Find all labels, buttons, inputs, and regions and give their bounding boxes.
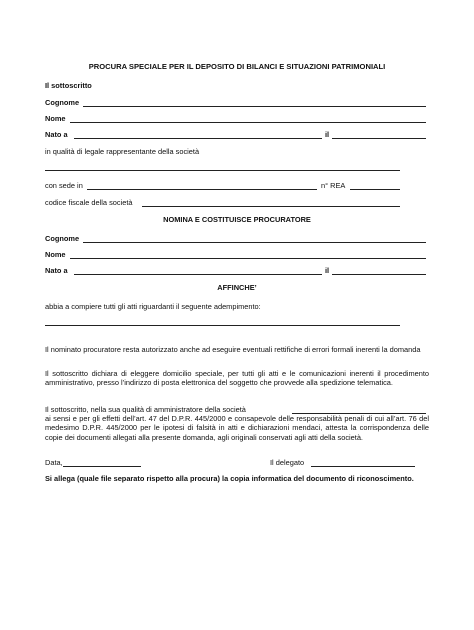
delegato-signature-field[interactable]: [311, 466, 415, 467]
qualita-text: in qualità di legale rappresentante della società: [45, 147, 200, 156]
cognome-label: Cognome: [45, 98, 80, 107]
affinche-heading: AFFINCHE’: [217, 283, 257, 292]
con-sede-label: con sede in: [45, 181, 83, 190]
nato-a-label: Nato a: [45, 130, 68, 139]
document-title: PROCURA SPECIALE PER IL DEPOSITO DI BILANCI E SITUAZIONI PATRIMONIALI: [88, 62, 386, 71]
codice-fiscale-label: codice fiscale della società: [45, 198, 133, 207]
domicilio-paragraph: Il sottoscritto dichiara di eleggere domicilio speciale, per tutti gli atti e le comunicazioni inerenti il procedimento amministrativo, presso l’indirizzo di posta elettronica del soggetto che provvede alla spedizione telematica.: [45, 369, 429, 388]
attestazione-paragraph: ai sensi e per gli effetti dell’art. 47 del D.P.R. 445/2000 e consapevole delle responsabilità penali di cui all’art. 76 del medesimo D.P.R. 445/2000 per le ipotesi di falsità in atti e dichiarazioni mendaci, attesta la corrispondenza delle copie dei documenti allegati alla presente domanda, agli originali conservati agli atti della società.: [45, 414, 429, 442]
adempimento-field[interactable]: [45, 325, 400, 326]
procuratore-nome-label: Nome: [45, 250, 66, 259]
procuratore-nome-field[interactable]: [70, 258, 426, 259]
procuratore-nato-a-label: Nato a: [45, 266, 68, 275]
procuratore-cognome-label: Cognome: [45, 234, 80, 243]
sede-field[interactable]: [87, 189, 317, 190]
rea-label: n° REA: [321, 181, 346, 190]
section-nomina-title: NOMINA E COSTITUISCE PROCURATORE: [163, 215, 311, 224]
amministratore-text: Il sottoscritto, nella sua qualità di amministratore della società: [45, 405, 246, 414]
nome-label: Nome: [45, 114, 66, 123]
nome-field[interactable]: [70, 122, 426, 123]
delegato-label: Il delegato: [270, 458, 305, 467]
procuratore-cognome-field[interactable]: [83, 242, 426, 243]
procuratore-il-label: il: [325, 266, 330, 275]
codice-fiscale-field[interactable]: [142, 206, 400, 207]
societa-field[interactable]: [45, 170, 400, 171]
sottoscritto-label: Il sottoscritto: [45, 81, 92, 90]
data-label: Data,: [45, 458, 63, 467]
allega-note: Si allega (quale file separato rispetto alla procura) la copia informatica del documento di riconoscimento.: [45, 474, 414, 483]
rettifiche-paragraph: Il nominato procuratore resta autorizzato anche ad eseguire eventuali rettifiche di errori formali inerenti la domanda: [45, 345, 421, 354]
nato-a-field[interactable]: [74, 138, 322, 139]
procuratore-il-field[interactable]: [332, 274, 426, 275]
cognome-field[interactable]: [83, 106, 426, 107]
il-label: il: [325, 130, 330, 139]
data-field[interactable]: [63, 466, 141, 467]
abbia-text: abbia a compiere tutti gli atti riguardanti il seguente adempimento:: [45, 302, 261, 311]
procuratore-nato-a-field[interactable]: [74, 274, 322, 275]
rea-field[interactable]: [350, 189, 400, 190]
il-field[interactable]: [332, 138, 426, 139]
